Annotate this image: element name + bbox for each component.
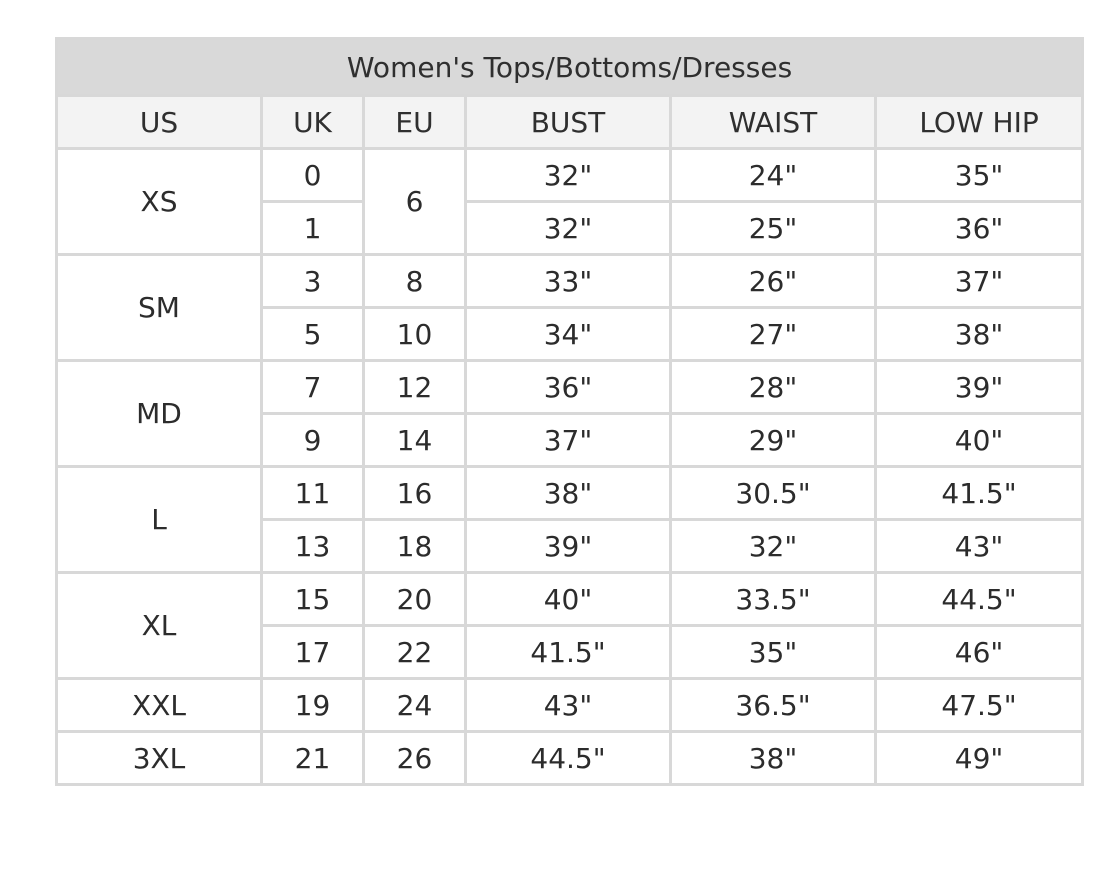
- low-hip-cell: 35": [876, 149, 1083, 202]
- waist-cell: 25": [671, 202, 876, 255]
- uk-size-cell: 1: [262, 202, 364, 255]
- uk-size-cell: 7: [262, 361, 364, 414]
- low-hip-cell: 44.5": [876, 573, 1083, 626]
- us-size-cell: XXL: [57, 679, 262, 732]
- table-row: [57, 361, 1083, 414]
- low-hip-cell: 41.5": [876, 467, 1083, 520]
- table-row: [57, 255, 1083, 308]
- eu-size-cell: 20: [364, 573, 466, 626]
- us-size-cell: SM: [57, 255, 262, 361]
- uk-size-cell: 15: [262, 573, 364, 626]
- waist-cell: 32": [671, 520, 876, 573]
- header-waist: WAIST: [671, 96, 876, 149]
- waist-cell: 36.5": [671, 679, 876, 732]
- table-row: [57, 467, 1083, 520]
- uk-size-cell: 17: [262, 626, 364, 679]
- eu-size-cell: 16: [364, 467, 466, 520]
- low-hip-cell: 39": [876, 361, 1083, 414]
- waist-cell: 26": [671, 255, 876, 308]
- bust-cell: 37": [466, 414, 671, 467]
- eu-size-cell: 14: [364, 414, 466, 467]
- eu-size-cell: 6: [364, 149, 466, 255]
- eu-size-cell: 22: [364, 626, 466, 679]
- bust-cell: 38": [466, 467, 671, 520]
- us-size-cell: L: [57, 467, 262, 573]
- eu-size-cell: 10: [364, 308, 466, 361]
- header-row: [57, 96, 1083, 149]
- uk-size-cell: 13: [262, 520, 364, 573]
- us-size-cell: XS: [57, 149, 262, 255]
- eu-size-cell: 18: [364, 520, 466, 573]
- table-title: Women's Tops/Bottoms/Dresses: [57, 39, 1083, 96]
- bust-cell: 44.5": [466, 732, 671, 785]
- uk-size-cell: 21: [262, 732, 364, 785]
- table-body: [57, 149, 1083, 785]
- low-hip-cell: 37": [876, 255, 1083, 308]
- eu-size-cell: 24: [364, 679, 466, 732]
- low-hip-cell: 49": [876, 732, 1083, 785]
- waist-cell: 30.5": [671, 467, 876, 520]
- us-size-cell: MD: [57, 361, 262, 467]
- waist-cell: 38": [671, 732, 876, 785]
- waist-cell: 24": [671, 149, 876, 202]
- waist-cell: 33.5": [671, 573, 876, 626]
- table-row: [57, 732, 1083, 785]
- header-low-hip: LOW HIP: [876, 96, 1083, 149]
- table-row: [57, 149, 1083, 202]
- uk-size-cell: 9: [262, 414, 364, 467]
- bust-cell: 36": [466, 361, 671, 414]
- eu-size-cell: 26: [364, 732, 466, 785]
- header-eu: EU: [364, 96, 466, 149]
- us-size-cell: XL: [57, 573, 262, 679]
- waist-cell: 29": [671, 414, 876, 467]
- eu-size-cell: 12: [364, 361, 466, 414]
- bust-cell: 32": [466, 202, 671, 255]
- bust-cell: 32": [466, 149, 671, 202]
- waist-cell: 35": [671, 626, 876, 679]
- uk-size-cell: 0: [262, 149, 364, 202]
- header-bust: BUST: [466, 96, 671, 149]
- table-row: [57, 679, 1083, 732]
- low-hip-cell: 36": [876, 202, 1083, 255]
- bust-cell: 43": [466, 679, 671, 732]
- size-table: [55, 37, 1084, 786]
- bust-cell: 39": [466, 520, 671, 573]
- low-hip-cell: 46": [876, 626, 1083, 679]
- low-hip-cell: 40": [876, 414, 1083, 467]
- bust-cell: 34": [466, 308, 671, 361]
- uk-size-cell: 3: [262, 255, 364, 308]
- size-chart: [55, 37, 1081, 786]
- bust-cell: 40": [466, 573, 671, 626]
- low-hip-cell: 38": [876, 308, 1083, 361]
- uk-size-cell: 11: [262, 467, 364, 520]
- us-size-cell: 3XL: [57, 732, 262, 785]
- waist-cell: 27": [671, 308, 876, 361]
- low-hip-cell: 47.5": [876, 679, 1083, 732]
- bust-cell: 33": [466, 255, 671, 308]
- low-hip-cell: 43": [876, 520, 1083, 573]
- table-row: [57, 573, 1083, 626]
- header-uk: UK: [262, 96, 364, 149]
- uk-size-cell: 19: [262, 679, 364, 732]
- title-row: [57, 39, 1083, 96]
- eu-size-cell: 8: [364, 255, 466, 308]
- waist-cell: 28": [671, 361, 876, 414]
- bust-cell: 41.5": [466, 626, 671, 679]
- header-us: US: [57, 96, 262, 149]
- uk-size-cell: 5: [262, 308, 364, 361]
